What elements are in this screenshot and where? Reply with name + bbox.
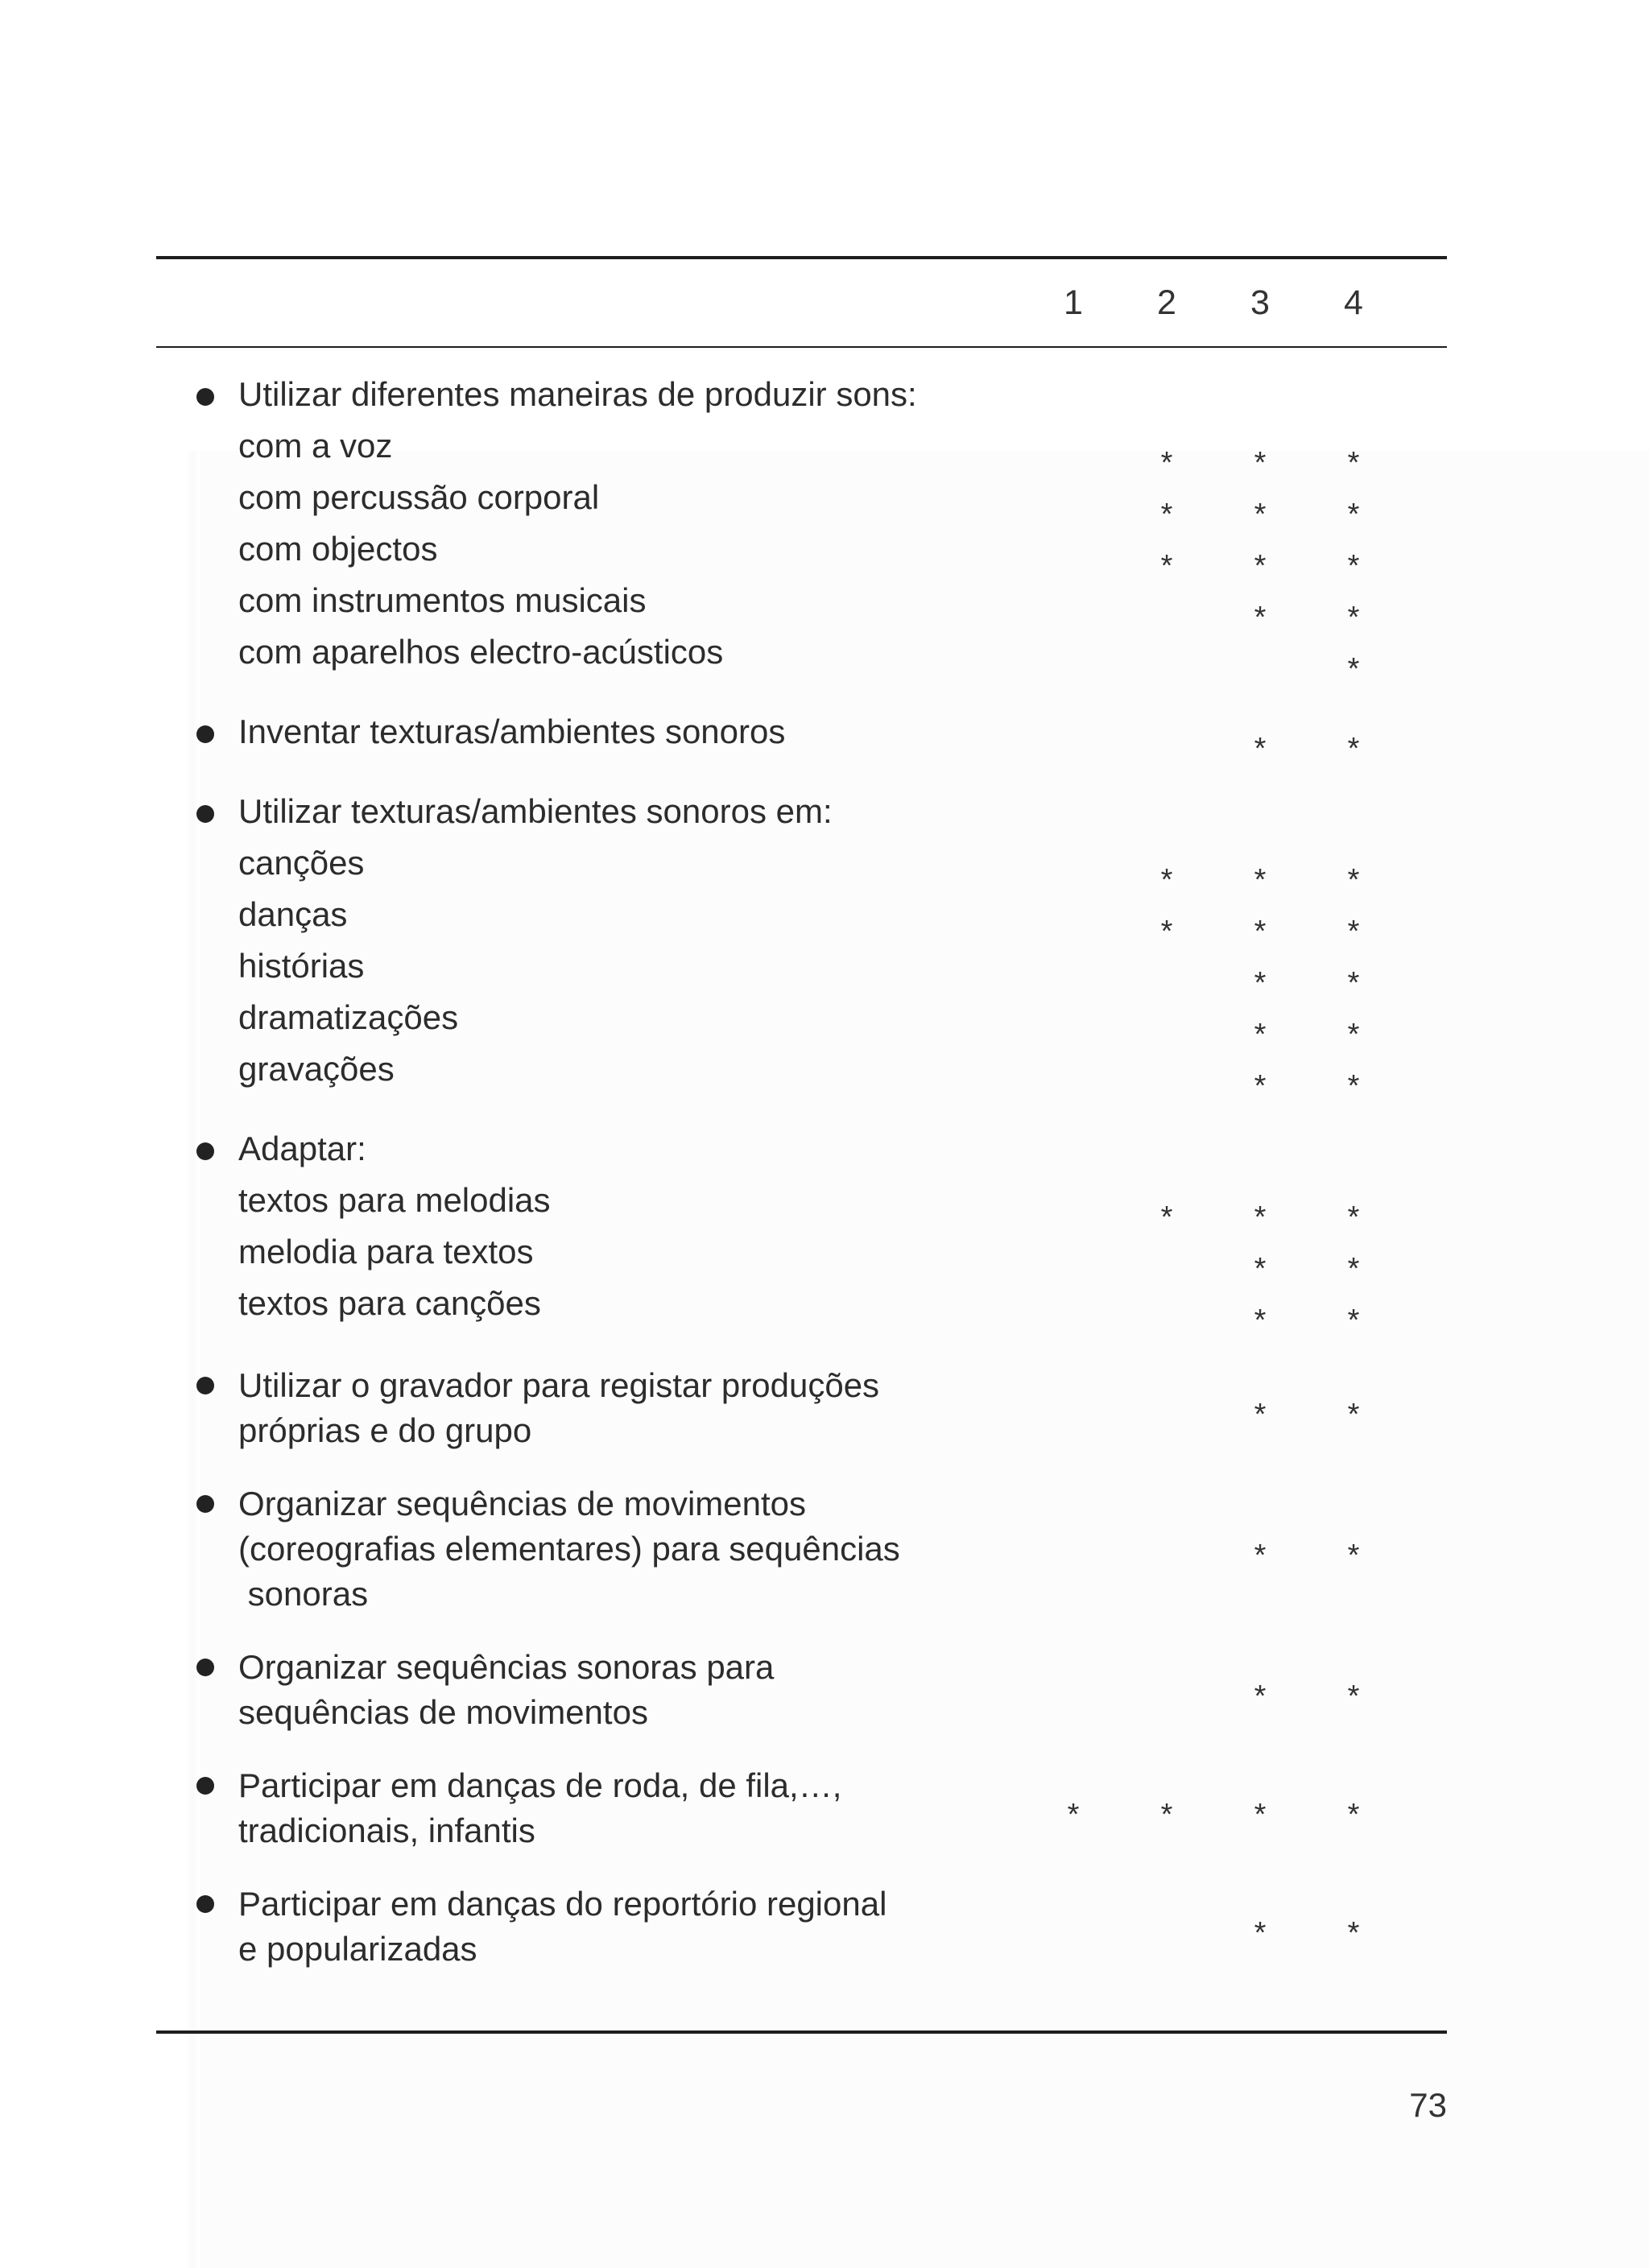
item-text: Utilizar texturas/ambientes sonoros em: <box>238 792 833 830</box>
mark-asterisk-col-4: * <box>1347 498 1360 531</box>
mark-asterisk-col-4: * <box>1347 549 1360 583</box>
mark-asterisk-col-1: * <box>1067 1798 1080 1832</box>
mark-asterisk-col-4: * <box>1347 1252 1360 1286</box>
mark-asterisk-col-3: * <box>1254 732 1267 766</box>
item-text: com percussão corporal <box>238 478 600 516</box>
item-text: Participar em danças do reportório regional e popularizadas <box>238 1885 887 1968</box>
mark-asterisk-col-3: * <box>1254 446 1267 480</box>
table-top-rule <box>156 256 1447 259</box>
mark-asterisk-col-2: * <box>1160 915 1173 948</box>
mark-asterisk-col-4: * <box>1347 1200 1360 1234</box>
column-header-2: 2 <box>1157 283 1176 322</box>
mark-asterisk-col-2: * <box>1160 1798 1173 1832</box>
mark-asterisk-col-3: * <box>1254 966 1267 1000</box>
mark-asterisk-col-4: * <box>1347 732 1360 766</box>
mark-asterisk-col-3: * <box>1254 863 1267 897</box>
page-number: 73 <box>1409 2086 1447 2124</box>
item-text: com a voz <box>238 427 393 465</box>
table-bottom-rule <box>156 2030 1447 2034</box>
item-text: histórias <box>238 947 365 985</box>
mark-asterisk-col-3: * <box>1254 1252 1267 1286</box>
item-text: textos para melodias <box>238 1181 551 1219</box>
column-header-4: 4 <box>1344 283 1363 322</box>
bullet-icon <box>196 805 214 823</box>
scan-edge-shadow <box>185 451 200 2268</box>
mark-asterisk-col-3: * <box>1254 601 1267 634</box>
mark-asterisk-col-3: * <box>1254 549 1267 583</box>
mark-asterisk-col-4: * <box>1347 1798 1360 1832</box>
mark-asterisk-col-4: * <box>1347 1069 1360 1103</box>
item-text: Organizar sequências de movimentos (coreografias elementares) para sequências sonoras <box>238 1485 900 1613</box>
item-text: Utilizar diferentes maneiras de produzir sons: <box>238 375 917 413</box>
table-header-rule <box>156 346 1447 348</box>
item-text: Utilizar o gravador para registar produções próprias e do grupo <box>238 1366 880 1449</box>
mark-asterisk-col-3: * <box>1254 1916 1267 1950</box>
item-text: Organizar sequências sonoras para sequências de movimentos <box>238 1648 775 1731</box>
mark-asterisk-col-4: * <box>1347 1916 1360 1950</box>
bullet-icon <box>196 1895 214 1913</box>
mark-asterisk-col-4: * <box>1347 863 1360 897</box>
bullet-icon <box>196 725 214 743</box>
mark-asterisk-col-3: * <box>1254 1200 1267 1234</box>
item-text: com aparelhos electro-acústicos <box>238 633 724 671</box>
item-text: com objectos <box>238 530 438 568</box>
mark-asterisk-col-2: * <box>1160 446 1173 480</box>
mark-asterisk-col-3: * <box>1254 1069 1267 1103</box>
mark-asterisk-col-3: * <box>1254 1398 1267 1431</box>
item-text: danças <box>238 895 348 933</box>
bullet-icon <box>196 388 214 406</box>
item-text: dramatizações <box>238 998 459 1036</box>
mark-asterisk-col-2: * <box>1160 498 1173 531</box>
mark-asterisk-col-4: * <box>1347 1303 1360 1337</box>
mark-asterisk-col-4: * <box>1347 652 1360 686</box>
mark-asterisk-col-3: * <box>1254 1303 1267 1337</box>
mark-asterisk-col-2: * <box>1160 549 1173 583</box>
item-text: Participar em danças de roda, de fila,…, tradicionais, infantis <box>238 1766 842 1849</box>
mark-asterisk-col-2: * <box>1160 1200 1173 1234</box>
item-text: Adaptar: <box>238 1130 366 1167</box>
mark-asterisk-col-4: * <box>1347 1679 1360 1713</box>
mark-asterisk-col-3: * <box>1254 498 1267 531</box>
mark-asterisk-col-3: * <box>1254 1539 1267 1572</box>
item-text: Inventar texturas/ambientes sonoros <box>238 713 786 750</box>
mark-asterisk-col-2: * <box>1160 863 1173 897</box>
bullet-icon <box>196 1659 214 1676</box>
mark-asterisk-col-3: * <box>1254 1018 1267 1051</box>
column-header-3: 3 <box>1250 283 1270 322</box>
mark-asterisk-col-4: * <box>1347 446 1360 480</box>
mark-asterisk-col-4: * <box>1347 601 1360 634</box>
item-text: textos para canções <box>238 1284 541 1322</box>
bullet-icon <box>196 1377 214 1394</box>
mark-asterisk-col-4: * <box>1347 1018 1360 1051</box>
mark-asterisk-col-4: * <box>1347 1539 1360 1572</box>
bullet-icon <box>196 1495 214 1513</box>
column-header-1: 1 <box>1064 283 1083 322</box>
item-text: gravações <box>238 1050 395 1088</box>
mark-asterisk-col-3: * <box>1254 915 1267 948</box>
mark-asterisk-col-3: * <box>1254 1679 1267 1713</box>
item-text: canções <box>238 844 365 882</box>
mark-asterisk-col-4: * <box>1347 966 1360 1000</box>
bullet-icon <box>196 1142 214 1160</box>
bullet-icon <box>196 1777 214 1795</box>
mark-asterisk-col-4: * <box>1347 915 1360 948</box>
mark-asterisk-col-3: * <box>1254 1798 1267 1832</box>
mark-asterisk-col-4: * <box>1347 1398 1360 1431</box>
item-text: melodia para textos <box>238 1233 534 1270</box>
item-text: com instrumentos musicais <box>238 581 647 619</box>
